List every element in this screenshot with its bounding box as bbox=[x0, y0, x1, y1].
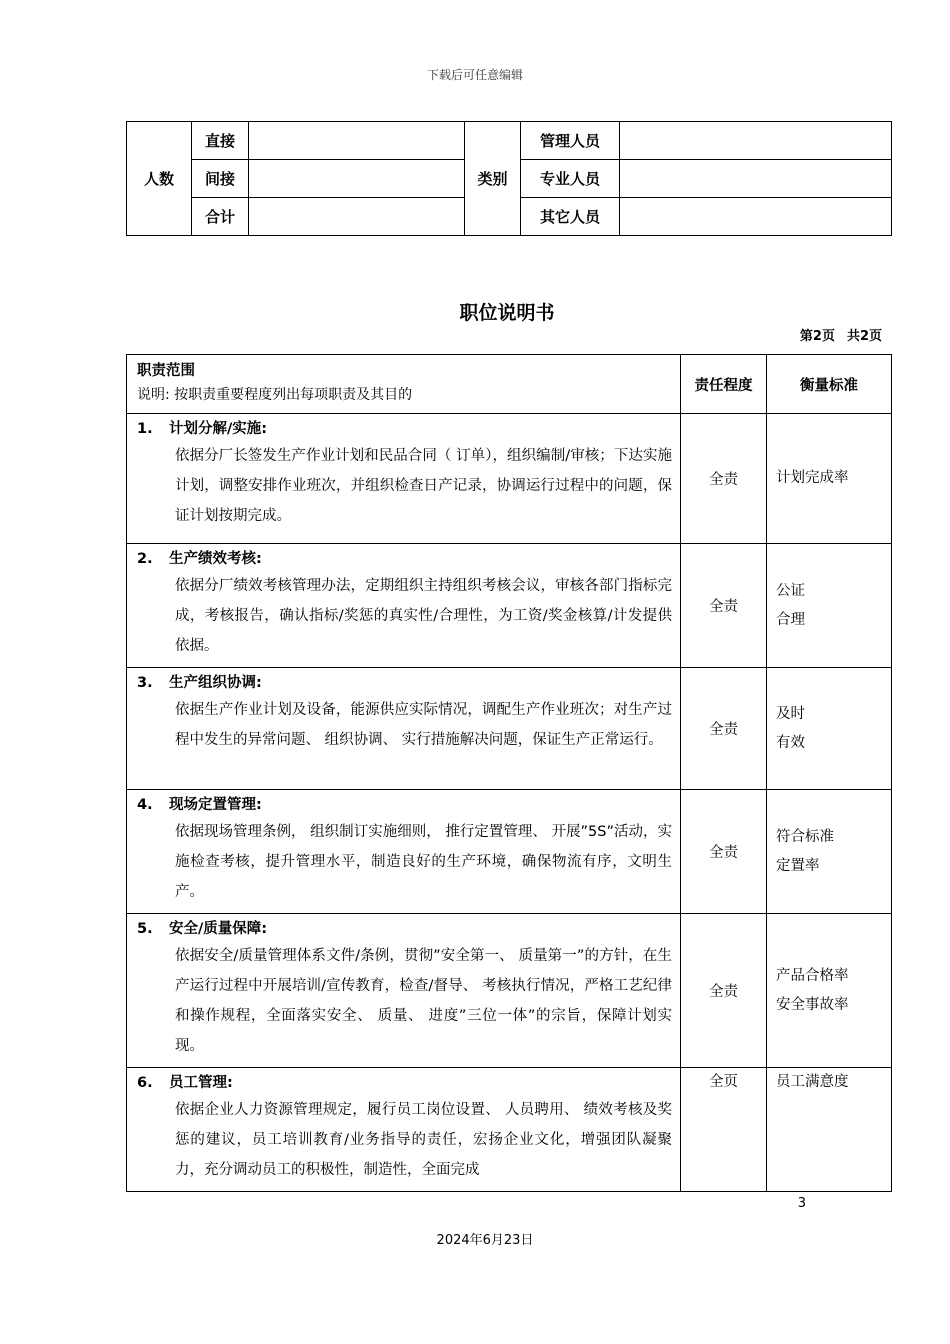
responsibility-level: 全责 bbox=[681, 790, 767, 914]
duty-cell bbox=[127, 914, 681, 1068]
total-value bbox=[249, 198, 465, 236]
duty-number: 3. bbox=[137, 675, 153, 691]
measure-cell bbox=[767, 668, 892, 790]
duty-number: 1. bbox=[137, 421, 153, 437]
measure-header: 衡量标准 bbox=[767, 355, 892, 414]
measure-item: 有效 bbox=[776, 734, 805, 751]
responsibility-header: 责任程度 bbox=[681, 355, 767, 414]
duty-cell bbox=[127, 668, 681, 790]
page-info bbox=[800, 325, 882, 344]
measure-item: 符合标准 bbox=[776, 828, 834, 845]
measure-item: 定置率 bbox=[776, 857, 820, 874]
duty-description: 依据分厂长签发生产作业计划和民品合同（ 订单），组织编制/审核；下达实施计划，调整安排作业班次，并组织检查日产记录，协调运行过程中的问题，保证计划按期完成。 bbox=[175, 448, 672, 524]
duty-title: 安全/质量保障: bbox=[169, 921, 268, 937]
measure-item: 及时 bbox=[776, 705, 805, 722]
measure-cell bbox=[767, 790, 892, 914]
measure-cell bbox=[767, 414, 892, 544]
indirect-label: 间接 bbox=[192, 160, 249, 198]
table-row bbox=[127, 668, 892, 790]
category-label: 类别 bbox=[465, 122, 521, 236]
measure-item: 安全事故率 bbox=[776, 996, 849, 1013]
page-total: 共2页 bbox=[846, 329, 882, 344]
duty-title: 员工管理: bbox=[169, 1075, 233, 1091]
table-row bbox=[127, 790, 892, 914]
management-label: 管理人员 bbox=[521, 122, 620, 160]
headcount-label: 人数 bbox=[127, 122, 192, 236]
duty-title: 生产绩效考核: bbox=[169, 551, 262, 567]
measure-item: 产品合格率 bbox=[776, 967, 849, 984]
indirect-value bbox=[249, 160, 465, 198]
duty-description: 依据生产作业计划及设备，能源供应实际情况，调配生产作业班次；对生产过程中发生的异常问题、 组织协调、 实行措施解决问题，保证生产正常运行。 bbox=[175, 702, 672, 748]
duty-cell bbox=[127, 414, 681, 544]
total-label: 合计 bbox=[192, 198, 249, 236]
measure-cell bbox=[767, 1068, 892, 1192]
measure-item: 公证 bbox=[776, 582, 805, 599]
header-note: 下载后可任意编辑 bbox=[426, 68, 523, 82]
page-number: 3 bbox=[797, 1196, 806, 1211]
duty-description: 依据分厂绩效考核管理办法，定期组织主持组织考核会议，审核各部门指标完成，考核报告，确认指标/奖惩的真实性/合理性，为工资/奖金核算/计发提供依据。 bbox=[175, 578, 672, 654]
professional-label: 专业人员 bbox=[521, 160, 620, 198]
duty-cell bbox=[127, 1068, 681, 1192]
duty-title: 现场定置管理: bbox=[169, 797, 262, 813]
duty-cell bbox=[127, 790, 681, 914]
management-value bbox=[620, 122, 892, 160]
direct-value bbox=[249, 122, 465, 160]
scope-header: 职责范围 bbox=[137, 363, 195, 379]
responsibility-level: 全责 bbox=[681, 414, 767, 544]
duty-number: 4. bbox=[137, 797, 153, 813]
measure-item: 计划完成率 bbox=[776, 470, 849, 486]
direct-label: 直接 bbox=[192, 122, 249, 160]
document-title: 职位说明书 bbox=[459, 302, 555, 324]
headcount-table bbox=[126, 121, 892, 236]
table-row bbox=[127, 414, 892, 544]
other-label: 其它人员 bbox=[521, 198, 620, 236]
professional-value bbox=[620, 160, 892, 198]
scope-header-cell bbox=[127, 355, 681, 414]
duty-cell bbox=[127, 544, 681, 668]
duty-number: 6. bbox=[137, 1075, 153, 1091]
other-value bbox=[620, 198, 892, 236]
measure-item: 员工满意度 bbox=[776, 1074, 849, 1090]
responsibility-level: 全责 bbox=[681, 914, 767, 1068]
responsibility-level: 全责 bbox=[681, 668, 767, 790]
duty-description: 依据安全/质量管理体系文件/条例，贯彻”安全第一、 质量第一”的方针，在生产运行过程中开展培训/宣传教育，检查/督导、 考核执行情况，严格工艺纪律和操作规程，全面落实安全、 质量、 进度”三位一体”的宗旨，保障计划实现。 bbox=[175, 948, 672, 1054]
duty-title: 生产组织协调: bbox=[169, 675, 262, 691]
scope-note: 说明: 按职责重要程度列出每项职责及其目的 bbox=[137, 387, 413, 403]
responsibility-level: 全页 bbox=[681, 1068, 767, 1192]
table-row bbox=[127, 914, 892, 1068]
measure-item: 合理 bbox=[776, 611, 805, 628]
page-current: 第2页 bbox=[799, 329, 835, 344]
duty-title: 计划分解/实施: bbox=[169, 421, 268, 437]
duties-table bbox=[126, 354, 892, 1192]
duty-number: 5. bbox=[137, 921, 153, 937]
duty-number: 2. bbox=[137, 551, 153, 567]
responsibility-level: 全责 bbox=[681, 544, 767, 668]
duty-description: 依据现场管理条例， 组织制订实施细则， 推行定置管理、 开展”5S”活动，实施检查考核，提升管理水平，制造良好的生产环境，确保物流有序，文明生产。 bbox=[175, 824, 672, 900]
measure-cell bbox=[767, 914, 892, 1068]
table-row bbox=[127, 1068, 892, 1192]
table-row bbox=[127, 544, 892, 668]
measure-cell bbox=[767, 544, 892, 668]
duty-description: 依据企业人力资源管理规定，履行员工岗位设置、 人员聘用、 绩效考核及奖惩的建议，员工培训教育/业务指导的责任，宏扬企业文化，增强团队凝聚力，充分调动员工的积极性，制造性，全面完成 bbox=[175, 1102, 672, 1178]
footer-date: 2024年6月23日 bbox=[436, 1233, 534, 1248]
